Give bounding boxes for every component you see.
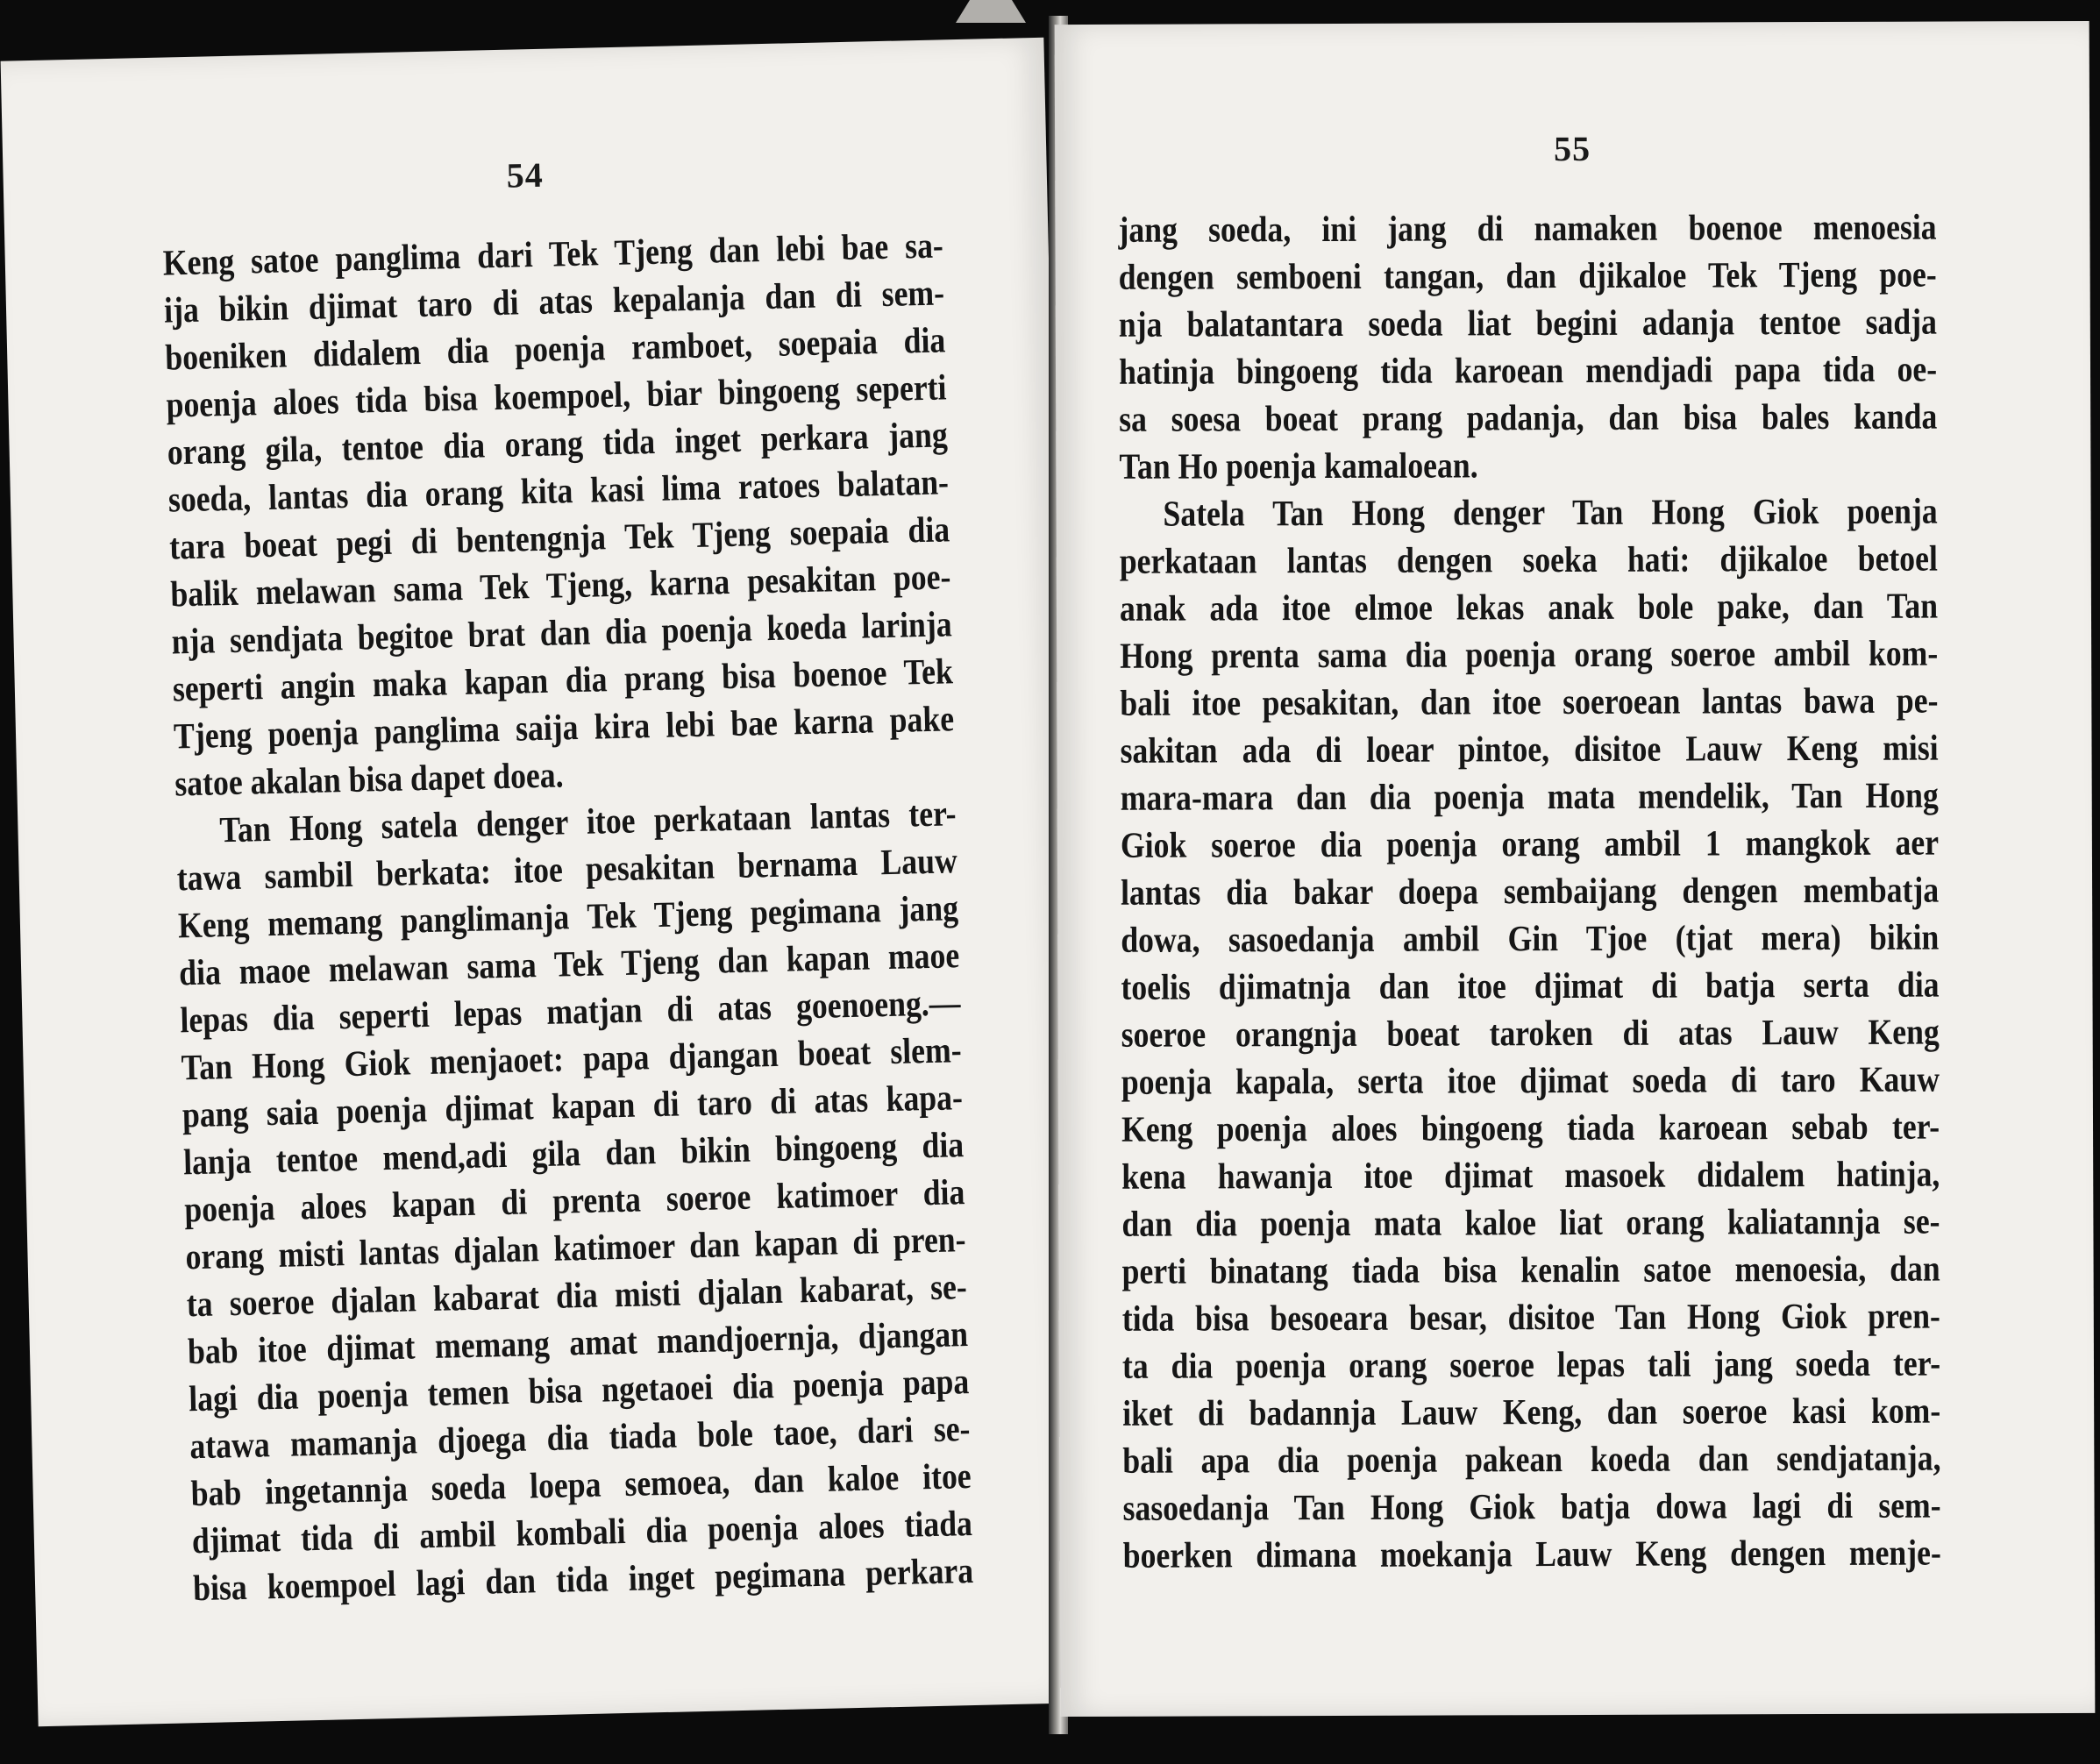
text-line: boerken dimana moekanja Lauw Keng dengen menje- <box>1122 1532 1941 1576</box>
text-line: Tan Ho poenja kamaloean. <box>1119 445 1478 487</box>
text-line: Hong prenta sama dia poenja orang soeroe ambil kom- <box>1120 632 1939 676</box>
text-line: dan dia poenja mata kaloe liat orang kaliatannja se- <box>1121 1200 1940 1244</box>
text-line: orang misti lantas djalan katimoer dan kapan di pren- <box>185 1219 966 1277</box>
text-line: sakitan ada di loear pintoe, disitoe Lauw Keng misi <box>1120 727 1939 771</box>
text-line: dengen semboeni tangan, dan djikaloe Tek Tjeng poe- <box>1118 253 1937 297</box>
text-line: nja balatantara soeda liat begini adanja tentoe sadja <box>1118 301 1938 345</box>
text-line: soeroe orangnja boeat taroken di atas Lauw Keng <box>1121 1011 1940 1055</box>
text-line: Keng satoe panglima dari Tek Tjeng dan lebi bae sa- <box>162 224 944 283</box>
text-line: jang soeda, ini jang di namaken boenoe menoesia <box>1118 206 1937 250</box>
text-line: anak ada itoe elmoe lekas anak bole pake, dan Tan <box>1119 585 1939 629</box>
left-page <box>1 38 1082 1727</box>
text-line: Tan Hong Giok menjaoet: papa djangan boeat slem- <box>181 1029 963 1088</box>
text-line: pang saia poenja djimat kapan di taro di atas kapa- <box>182 1077 964 1135</box>
text-line: djimat tida di ambil kombali dia poenja aloes tiada <box>191 1503 973 1561</box>
text-line: lepas dia seperti lepas matjan di atas goenoeng.— <box>179 982 961 1041</box>
text-line: dia maoe melawan sama Tek Tjeng dan kapan maoe <box>178 935 960 993</box>
text-line: poenja aloes kapan di prenta soeroe katimoer dia <box>183 1171 965 1230</box>
text-line: mara-mara dan dia poenja mata mendelik, Tan Hong <box>1120 774 1939 818</box>
text-line: Keng poenja aloes bingoeng tiada karoean sebab ter- <box>1121 1106 1940 1149</box>
text-line: tida bisa besoeara besar, disitoe Tan Hong Giok pren- <box>1121 1295 1940 1339</box>
text-line: boeniken didalem dia poenja ramboet, soepaia dia <box>164 319 946 378</box>
text-line: atawa mamanja djoega dia tiada bole taoe, dari se- <box>189 1408 971 1467</box>
text-line: poenja kapala, serta itoe djimat soeda di taro Kauw <box>1121 1058 1940 1102</box>
text-line: nja sendjata begitoe brat dan dia poenja koeda larinja <box>171 603 953 662</box>
text-line: Tjeng poenja panglima saija kira lebi bae karna pake <box>173 698 955 757</box>
text-line: tawa sambil berkata: itoe pesakitan bernama Lauw <box>176 840 958 899</box>
text-line: sasoedanja Tan Hong Giok batja dowa lagi di sem- <box>1122 1484 1941 1528</box>
text-line: ta soeroe djalan kabarat dia misti djalan kabarat, se- <box>186 1266 968 1325</box>
text-line: tara boeat pegi di bentengnja Tek Tjeng soepaia dia <box>168 509 950 567</box>
text-line: iket di badannja Lauw Keng, dan soeroe kasi kom- <box>1122 1390 1941 1433</box>
text-line: bali itoe pesakitan, dan itoe soeroean lantas bawa pe- <box>1120 679 1939 723</box>
page-number: 55 <box>1554 128 1591 169</box>
text-line: ija bikin djimat taro di atas kepalanja dan di sem- <box>163 272 945 331</box>
text-line: dowa, sasoedanja ambil Gin Tjoe (tjat mera) bikin <box>1121 916 1940 960</box>
text-line: Giok soeroe dia poenja orang ambil 1 mangkok aer <box>1120 822 1940 865</box>
text-line: lagi dia poenja temen bisa ngetaoei dia poenja papa <box>188 1361 970 1419</box>
text-line: bab ingetannja soeda loepa semoea, dan kaloe itoe <box>190 1455 972 1514</box>
text-line: Keng memang panglimanja Tek Tjeng pegimana jang <box>177 887 959 946</box>
right-page <box>1055 21 2096 1717</box>
page-tab <box>956 0 1026 23</box>
page-text <box>1118 203 1941 1579</box>
text-line: poenja aloes tida bisa koempoel, biar bingoeng seperti <box>166 366 947 425</box>
text-line: soeda, lantas dia orang kita kasi lima ratoes balatan- <box>167 461 950 520</box>
text-line: balik melawan sama Tek Tjeng, karna pesakitan poe- <box>169 556 951 615</box>
page-number: 54 <box>506 154 545 196</box>
text-line: satoe akalan bisa dapet doea. <box>174 754 564 804</box>
text-line: perkataan lantas dengen soeka hati: djikaloe betoel <box>1119 537 1938 581</box>
text-line: ta dia poenja orang soeroe lepas tali jang soeda ter- <box>1121 1342 1941 1386</box>
text-line: hatinja bingoeng tida karoean mendjadi papa tida oe- <box>1118 348 1938 392</box>
text-line: sa soesa boeat prang padanja, dan bisa bales kanda <box>1119 395 1938 439</box>
text-line: Tan Hong satela denger itoe perkataan lantas ter- <box>218 793 957 850</box>
text-line: kena hawanja itoe djimat masoek didalem hatinja, <box>1121 1153 1940 1197</box>
text-line: bab itoe djimat memang amat mandjoernja, djangan <box>187 1313 969 1372</box>
text-line: seperti angin maka kapan dia prang bisa boenoe Tek <box>172 651 954 709</box>
text-line: lanja tentoe mend,adi gila dan bikin bingoeng dia <box>182 1124 965 1183</box>
text-line: perti binatang tiada bisa kenalin satoe menoesia, dan <box>1121 1248 1940 1291</box>
text-line: lantas dia bakar doepa sembaijang dengen membatja <box>1121 869 1940 913</box>
text-line: bisa koempoel lagi dan tida inget pegimana perkara <box>192 1550 974 1609</box>
text-line: bali apa dia poenja pakean koeda dan sendjatanja, <box>1122 1437 1941 1481</box>
text-line: toelis djimatnja dan itoe djimat di batja serta dia <box>1121 964 1940 1007</box>
text-line: orang gila, tentoe dia orang tida inget perkara jang <box>167 414 949 473</box>
page-text <box>162 221 973 1611</box>
text-line: Satela Tan Hong denger Tan Hong Giok poenja <box>1163 490 1938 534</box>
